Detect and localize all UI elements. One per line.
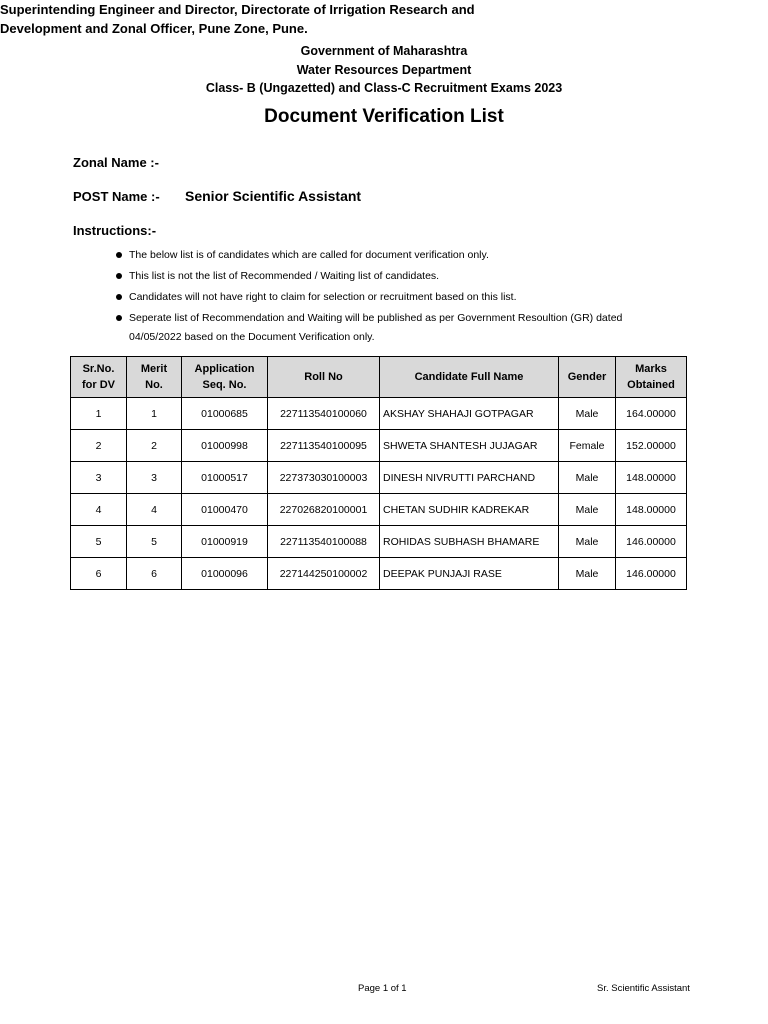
cell-roll-no: 227026820100001 [268,494,380,526]
instruction-item [113,309,653,347]
cell-gender: Male [559,398,616,430]
zonal-name-value: Superintending Engineer and Director, Directorate of Irrigation Research and Development and Zonal Officer, Pune Zone, Pune. [0,2,475,36]
header-government: Government of Maharashtra [300,44,468,58]
header-application-seq: Application Seq. No. [182,357,268,398]
table-row [71,462,687,494]
bullet-icon [116,252,122,258]
cell-sr-no: 2 [71,430,127,462]
instruction-text: Seperate list of Recommendation and Waiting will be published as per Government Resoultion (GR) dated 04/05/2022 based on the Document Verification only. [129,312,623,343]
cell-candidate-name: CHETAN SUDHIR KADREKAR [380,494,559,526]
page-number: Page 1 of 1 [358,983,407,994]
post-name-label: POST Name :- [73,189,160,204]
cell-candidate-name: SHWETA SHANTESH JUJAGAR [380,430,559,462]
cell-marks: 146.00000 [616,526,687,558]
cell-gender: Male [559,494,616,526]
table-row [71,398,687,430]
header-sr-no: Sr.No. for DV [71,357,127,398]
verification-table [70,356,687,590]
table-header-row [71,357,687,398]
cell-merit-no: 3 [127,462,182,494]
instruction-item [113,288,653,307]
table-row [71,494,687,526]
instruction-text: The below list is of candidates which are called for document verification only. [129,249,489,261]
cell-candidate-name: DEEPAK PUNJAJI RASE [380,558,559,590]
footer-post-name: Sr. Scientific Assistant [597,983,690,994]
cell-gender: Male [559,462,616,494]
table-row [71,558,687,590]
table-row [71,526,687,558]
cell-candidate-name: DINESH NIVRUTTI PARCHAND [380,462,559,494]
cell-roll-no: 227113540100095 [268,430,380,462]
cell-application-seq: 01000517 [182,462,268,494]
cell-roll-no: 227113540100088 [268,526,380,558]
header-exam: Class- B (Ungazetted) and Class-C Recruitment Exams 2023 [205,81,563,95]
cell-sr-no: 1 [71,398,127,430]
cell-application-seq: 01000919 [182,526,268,558]
instruction-item [113,246,653,265]
document-title: Document Verification List [264,106,504,127]
bullet-icon [116,273,122,279]
bullet-icon [116,315,122,321]
instructions-list [113,246,653,349]
cell-marks: 152.00000 [616,430,687,462]
header-gender: Gender [559,357,616,398]
header-candidate-name: Candidate Full Name [380,357,559,398]
instruction-text: Candidates will not have right to claim for selection or recruitment based on this list. [129,291,517,303]
cell-application-seq: 01000685 [182,398,268,430]
cell-merit-no: 1 [127,398,182,430]
cell-sr-no: 6 [71,558,127,590]
cell-merit-no: 4 [127,494,182,526]
cell-marks: 148.00000 [616,462,687,494]
cell-gender: Male [559,526,616,558]
zonal-name-label: Zonal Name :- [73,155,159,170]
table-row [71,430,687,462]
instructions-label: Instructions:- [73,223,157,238]
cell-merit-no: 6 [127,558,182,590]
cell-application-seq: 01000096 [182,558,268,590]
instruction-text: This list is not the list of Recommended / Waiting list of candidates. [129,270,440,282]
cell-marks: 164.00000 [616,398,687,430]
cell-marks: 148.00000 [616,494,687,526]
header-merit-no: Merit No. [127,357,182,398]
cell-roll-no: 227113540100060 [268,398,380,430]
cell-merit-no: 5 [127,526,182,558]
cell-application-seq: 01000470 [182,494,268,526]
header-marks: Marks Obtained [616,357,687,398]
cell-marks: 146.00000 [616,558,687,590]
cell-candidate-name: ROHIDAS SUBHASH BHAMARE [380,526,559,558]
cell-sr-no: 5 [71,526,127,558]
post-name-value: Senior Scientific Assistant [185,188,362,204]
header-department: Water Resources Department [296,63,472,77]
cell-application-seq: 01000998 [182,430,268,462]
bullet-icon [116,294,122,300]
cell-merit-no: 2 [127,430,182,462]
cell-sr-no: 3 [71,462,127,494]
header-roll-no: Roll No [268,357,380,398]
cell-gender: Male [559,558,616,590]
instruction-item [113,267,653,286]
cell-roll-no: 227144250100002 [268,558,380,590]
cell-gender: Female [559,430,616,462]
cell-sr-no: 4 [71,494,127,526]
cell-roll-no: 227373030100003 [268,462,380,494]
cell-candidate-name: AKSHAY SHAHAJI GOTPAGAR [380,398,559,430]
